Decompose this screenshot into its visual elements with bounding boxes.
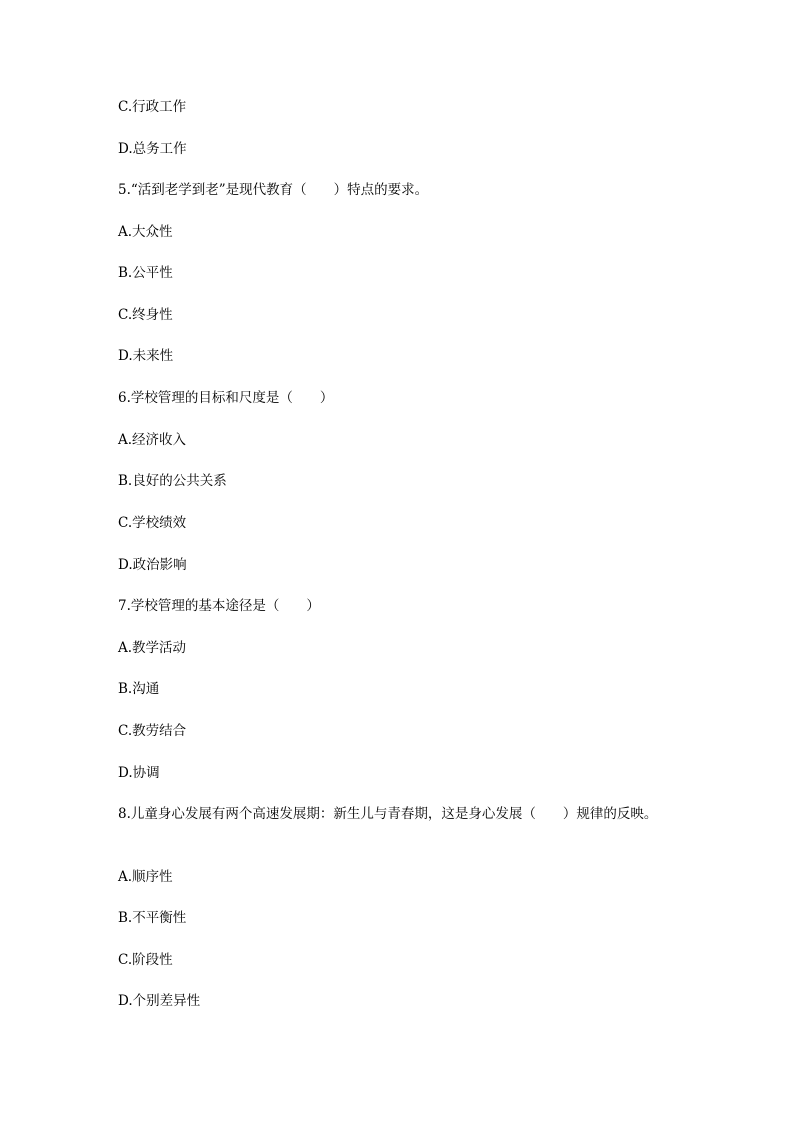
question-5-stem: 5.“活到老学到老”是现代教育（ ）特点的要求。	[118, 182, 429, 198]
q4-option-c: C.行政工作	[118, 99, 187, 115]
q6-option-d: D.政治影响	[118, 557, 187, 573]
q7-option-d: D.协调	[118, 765, 160, 781]
q6-option-b: B.良好的公共关系	[118, 473, 227, 489]
q8-option-d: D.个别差异性	[118, 993, 201, 1009]
q4-option-d: D.总务工作	[118, 141, 187, 157]
q5-option-d: D.未来性	[118, 348, 174, 364]
q7-option-b: B.沟通	[118, 681, 160, 697]
q5-option-b: B.公平性	[118, 265, 173, 281]
question-7-stem: 7.学校管理的基本途径是（ ）	[118, 598, 320, 614]
question-8-stem: 8.儿童身心发展有两个高速发展期：新生儿与青春期，这是身心发展（ ）规律的反映。	[118, 806, 658, 822]
q5-option-a: A.大众性	[118, 224, 173, 240]
question-6-stem: 6.学校管理的目标和尺度是（ ）	[118, 390, 334, 406]
q8-option-b: B.不平衡性	[118, 910, 187, 926]
q8-option-a: A.顺序性	[118, 869, 173, 885]
q6-option-c: C.学校绩效	[118, 515, 187, 531]
q5-option-c: C.终身性	[118, 307, 173, 323]
q7-option-a: A.教学活动	[118, 640, 187, 656]
q6-option-a: A.经济收入	[118, 432, 187, 448]
q7-option-c: C.教劳结合	[118, 723, 187, 739]
q8-option-c: C.阶段性	[118, 952, 173, 968]
